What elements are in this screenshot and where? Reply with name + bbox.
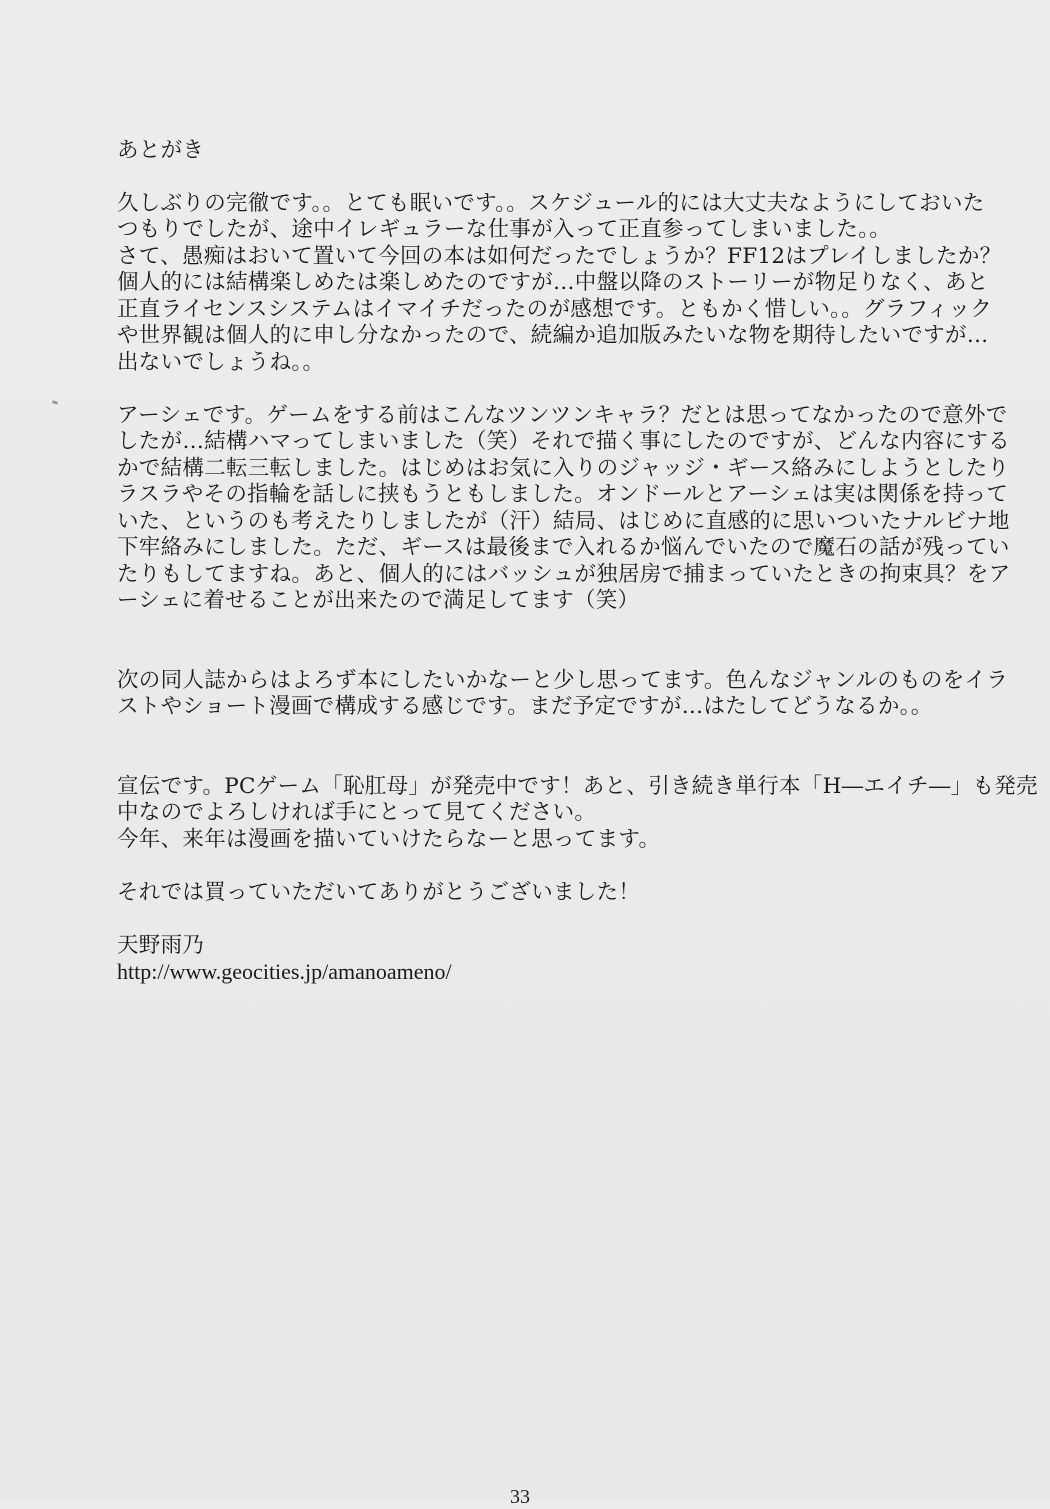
paragraph-4 <box>117 773 1038 854</box>
text-line: 出ないでしょうね。。 <box>117 349 325 375</box>
text-line: 今年、来年は漫画を描いていけたらなーと思ってます。 <box>117 826 661 852</box>
text-line: 中なのでよろしければ手にとって見てください。 <box>117 800 597 825</box>
author-url: http://www.geocities.jp/amanoameno/ <box>117 959 452 984</box>
text-line: や世界観は個人的に申し分なかったので、続編か追加版みたいな物を期待したいですが… <box>117 323 989 348</box>
paragraph-1 <box>117 190 1002 377</box>
text-line: ーシェに着せることが出来たので満足してます（笑） <box>117 588 640 613</box>
text-line: ストやショート漫画で構成する感じです。まだ予定ですが…はたしてどうなるか。。 <box>117 694 933 719</box>
text-line: 個人的には結構楽しめたは楽しめたのですが…中盤以降のストーリーが物足りなく、あと <box>117 270 989 295</box>
text-line: 正直ライセンスシステムはイマイチだったのが感想です。ともかく惜しい。。グラフィック <box>117 296 993 322</box>
text-line: さて、愚痴はおいて置いて今回の本は如何だったでしょうか？FF12はプレイしましたか？ <box>117 243 1002 269</box>
signature-block <box>117 933 997 986</box>
text-line: それでは買っていただいてありがとうございました！ <box>117 879 641 905</box>
afterword-body <box>117 138 1038 986</box>
paragraph-3 <box>117 667 1009 721</box>
text-line: したが…結構ハマってしまいました（笑）それで描く事にしたのですが、どんな内容にする <box>117 429 1010 454</box>
afterword-heading: あとがき <box>117 138 205 163</box>
text-line: 次の同人誌からはよろず本にしたいかなーと少し思ってます。色んなジャンルのものをイラ <box>117 667 1009 693</box>
page-number: 33 <box>510 1486 530 1508</box>
paragraph-5 <box>117 880 997 907</box>
text-line: 下牢絡みにしました。ただ、ギースは最後まで入れるか悩んでいたので魔石の話が残ってい <box>117 535 1010 560</box>
text-line: つもりでしたが、途中イレギュラーな仕事が入って正直参ってしまいました。。 <box>117 217 892 242</box>
paragraph-2 <box>117 402 1011 615</box>
text-line: アーシェです。ゲームをする前はこんなツンツンキャラ？だとは思ってなかったので意外で <box>117 402 1008 428</box>
text-line: かで結構二転三転しました。はじめはお気に入りのジャッジ・ギース絡みにしようとしたり <box>117 455 1010 481</box>
text-line: いた、というのも考えたりしましたが（汗）結局、はじめに直感的に思いついたナルビナ地 <box>117 508 1010 534</box>
scan-speck <box>52 400 59 405</box>
text-line: 宣伝です。PCゲーム「恥肛母」が発売中です！あと、引き続き単行本「H―エイチ―」も発売 <box>117 773 1038 799</box>
text-line: 久しぶりの完徹です。。とても眠いです。。スケジュール的には大丈夫なようにしておいた <box>117 190 985 216</box>
author-name: 天野雨乃 <box>117 932 205 958</box>
text-line: たりもしてますね。あと、個人的にはバッシュが独居房で捕まっていたときの拘束具？をア <box>117 561 1011 587</box>
text-line: ラスラやその指輪を話しに挟もうともしました。オンドールとアーシェは実は関係を持って <box>117 482 1009 507</box>
